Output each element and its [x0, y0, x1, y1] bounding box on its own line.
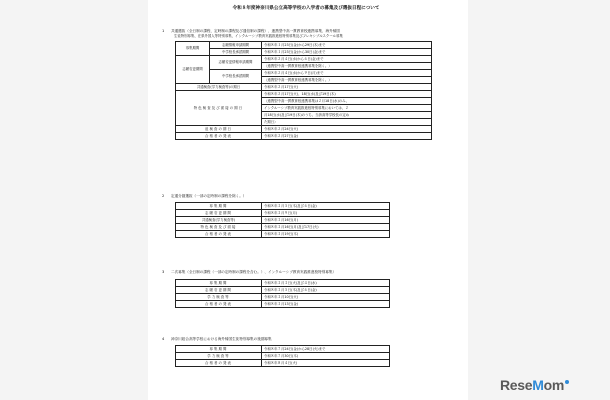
schedule-table-3: [175, 279, 390, 308]
table-row: [176, 84, 432, 91]
table-row: [176, 203, 390, 210]
row-group-label: 募集期間: [176, 42, 210, 56]
row-value: （連携型中高一貫教育校連携募集を除く。）: [262, 63, 432, 70]
row-label: 合格者の発表: [176, 231, 262, 238]
section-1-subheading: 生徒特別募集、在県外国人等特別募集、インクルーシブ教育実践推進校特別募集及びフレキシブルスクール募集: [174, 34, 343, 38]
row-value: 令和８年２月４日(水)から９日(月)まで: [262, 70, 432, 77]
logo-text-part: om: [543, 377, 565, 393]
row-label: 特色検査及び面接: [176, 224, 262, 231]
row-label: 合格者の発表: [176, 133, 262, 140]
table-row: [176, 217, 390, 224]
row-value: 令和８年２月17日(火): [262, 84, 432, 91]
row-label: 募集期間: [176, 346, 262, 353]
table-row: [176, 91, 432, 98]
row-label: 追検査の期日: [176, 126, 262, 133]
row-label: 共通検査(学力検査等): [176, 217, 262, 224]
schedule-table-1: [175, 41, 432, 140]
section-2-heading: [162, 194, 246, 199]
section-heading-text: 神奈川総合高等学校における海外帰国生徒特別募集の後期募集: [171, 337, 272, 341]
table-row: [176, 42, 432, 49]
section-number: 2: [162, 194, 165, 198]
row-value: 令和８年２月４日(水)から６日(金)まで: [262, 56, 432, 63]
row-value: 令和８年７月30日(木): [262, 353, 390, 360]
table-row: [176, 133, 432, 140]
row-value: インクルーシブ教育実践推進校特別募集においては、２: [262, 105, 432, 112]
section-3-heading: [162, 270, 336, 275]
table-row: [176, 280, 390, 287]
row-value: 令和８年３月５日(木)及び６日(金): [262, 287, 390, 294]
row-label: 中学校長承認期間: [210, 49, 262, 56]
row-label: 志願変更期間: [176, 287, 262, 294]
row-value: た期日）: [262, 119, 432, 126]
row-value: 月18日(水)及び19日(木)のうち、当該高等学校長の定め: [262, 112, 432, 119]
row-value: 令和８年３月16日(月)及び17日(火): [262, 224, 390, 231]
table-row: [176, 294, 390, 301]
logo-text-part: Rese: [500, 377, 533, 393]
row-value: 令和８年８月４日(火): [262, 360, 390, 367]
row-label: 志願情報申請期間: [210, 42, 262, 49]
row-value: 令和８年２月17日(火)、18日(水)及び19日(木): [262, 91, 432, 98]
schedule-table-4: [175, 345, 390, 367]
table-row: [176, 231, 390, 238]
row-label: 合格者の発表: [176, 301, 262, 308]
table-row: [176, 346, 390, 353]
section-heading-text: 共通選抜（全日制の課程、定時制の課程及び通信制の課程）、連携型中高一貫教育校連携募集、海外帰国: [171, 29, 340, 33]
row-value: 令和８年７月24日(金)から28日(火)まで: [262, 346, 390, 353]
schedule-table-2: [175, 202, 390, 238]
table-row: [176, 70, 432, 77]
row-label: 学力検査等: [176, 294, 262, 301]
row-label: 共通検査(学力検査等)の期日: [176, 84, 262, 91]
row-label: 学力検査等: [176, 353, 262, 360]
row-label: 志願変更期間: [176, 210, 262, 217]
section-heading-text: 定通分割選抜（一部の定時制の課程を除く。）: [171, 194, 247, 198]
table-row: [176, 353, 390, 360]
section-heading-text: 二次募集（全日制の課程（一部の定時制の課程を含む。）、インクルーシブ教育実践推進校特別募集）: [171, 270, 337, 274]
row-label: 特色検査及び面接の期日: [176, 91, 262, 126]
document-title: 令和８年度神奈川県公立高等学校の入学者の募集及び選抜日程について: [232, 6, 380, 11]
row-value: 令和８年２月24日(火): [262, 126, 432, 133]
row-value: 令和８年３月19日(木): [262, 231, 390, 238]
row-value: （連携型中高一貫教育校連携募集を除く。）: [262, 77, 432, 84]
table-row: [176, 210, 390, 217]
logo-dot-icon: [565, 380, 569, 384]
table-row: [176, 224, 390, 231]
section-number: 1: [162, 29, 165, 33]
table-row: [176, 287, 390, 294]
table-row: [176, 360, 390, 367]
row-value: 令和８年２月27日(金): [262, 133, 432, 140]
table-row: [176, 49, 432, 56]
section-number: 4: [162, 337, 165, 341]
row-value: 令和８年１月23日(金)から29日(木)まで: [262, 42, 432, 49]
row-label: 募集期間: [176, 280, 262, 287]
section-4-heading: [162, 337, 272, 342]
table-row: [176, 56, 432, 63]
row-value: 令和８年３月５日(木)及び６日(金): [262, 203, 390, 210]
row-value: 令和８年３月10日(火): [262, 294, 390, 301]
row-value: 令和８年３月３日(火)及び４日(水): [262, 280, 390, 287]
row-label: 募集期間: [176, 203, 262, 210]
row-label: 中学校長承認期間: [210, 70, 262, 84]
row-value: 令和８年３月13日(金): [262, 301, 390, 308]
row-group-label: 志願変更期間: [176, 56, 210, 84]
row-label: 合格者の発表: [176, 360, 262, 367]
row-value: 令和８年３月16日(月): [262, 217, 390, 224]
row-label: 志願変更情報申請期間: [210, 56, 262, 70]
resemom-watermark-logo: [500, 377, 569, 393]
row-value: 令和８年３月９日(月): [262, 210, 390, 217]
row-value: 令和８年１月23日(金)から30日(金)まで: [262, 49, 432, 56]
table-row: [176, 301, 390, 308]
logo-text-part: M: [532, 377, 544, 393]
section-number: 3: [162, 270, 165, 274]
table-row: [176, 126, 432, 133]
row-value: （連携型中高一貫教育校連携募集は２月18日(水)のみ、: [262, 98, 432, 105]
